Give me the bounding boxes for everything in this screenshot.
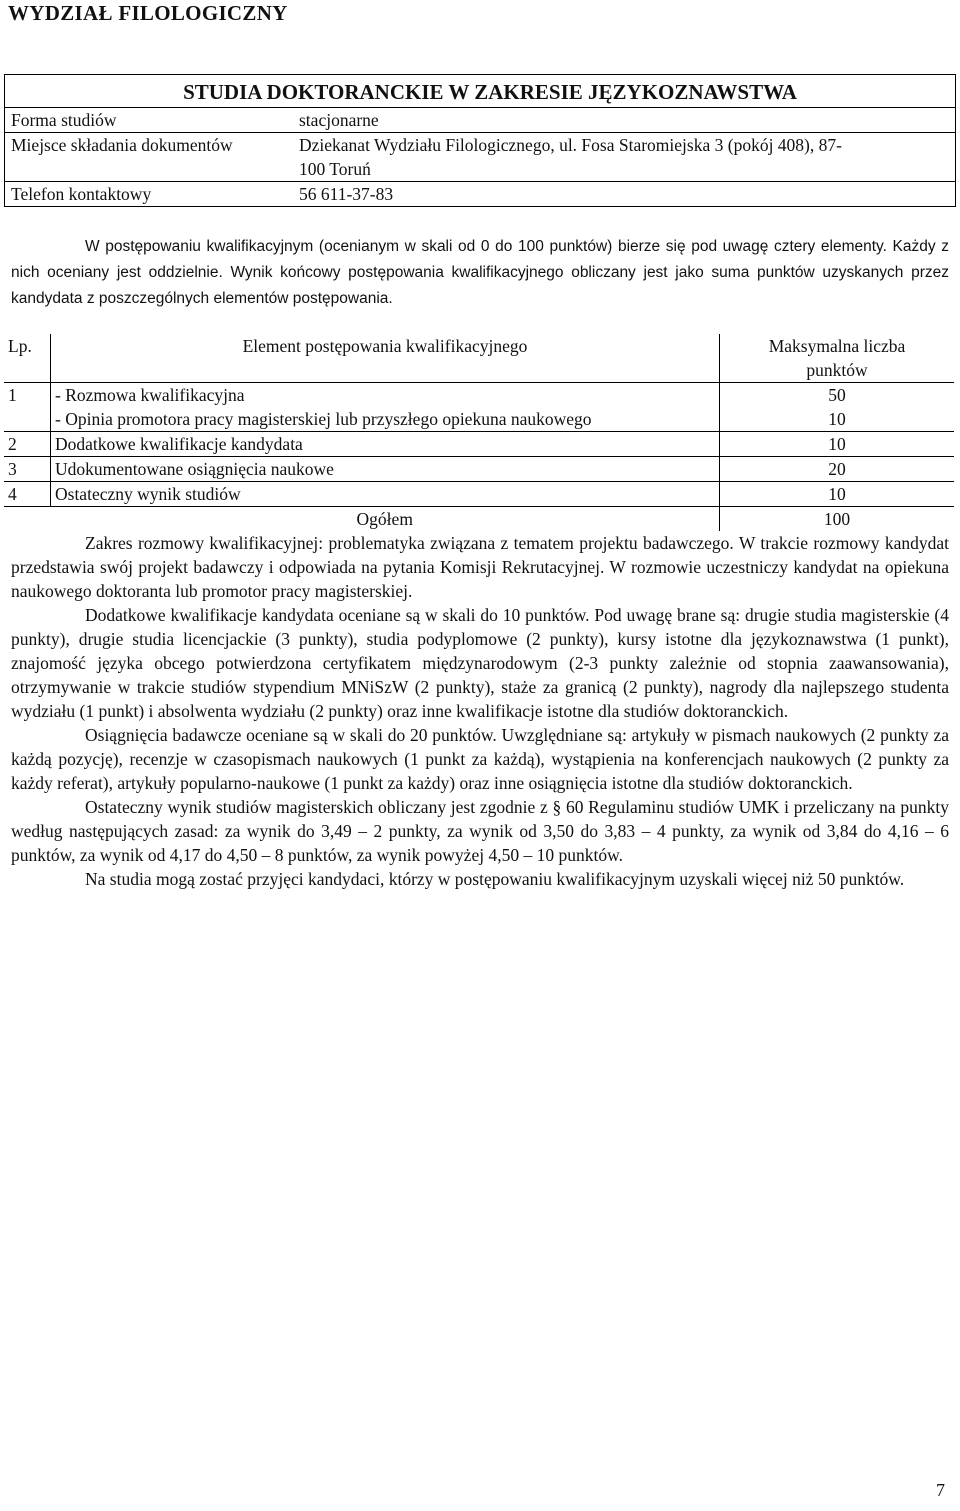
row-lp: 1: [4, 383, 51, 432]
info-row-phone: [5, 181, 955, 206]
total-row: [4, 507, 954, 532]
body-text: [11, 531, 949, 891]
row-lp: 3: [4, 457, 51, 482]
table-row: [4, 432, 954, 457]
info-value: 56 611-37-83: [299, 184, 394, 204]
row-element: Dodatkowe kwalifikacje kandydata: [51, 432, 720, 457]
info-row-place: [5, 132, 955, 181]
row-element: Ostateczny wynik studiów: [51, 482, 720, 507]
info-value: [299, 133, 955, 181]
header-points-line2: punktów: [806, 360, 868, 380]
row-points: 10: [720, 482, 955, 507]
faculty-heading: WYDZIAŁ FILOLOGICZNY: [8, 1, 288, 25]
total-points: 100: [720, 507, 955, 532]
header-element: Element postępowania kwalifikacyjnego: [51, 334, 720, 383]
row-element: Udokumentowane osiągnięcia naukowe: [51, 457, 720, 482]
row-lp: 2: [4, 432, 51, 457]
paragraph-interview: Zakres rozmowy kwalifikacyjnej: problematyka związana z tematem projektu badawczego. W trakcie rozmowy kandydat przedstawia swój projekt badawczy i odpowiada na pytania Komisji Rekrutacyjnej. W rozmowie uczestniczy kandydat na opiekuna naukowego doktoranta lub promotor pracy magisterskiej.: [11, 533, 949, 601]
table-row: [4, 482, 954, 507]
paragraph-research-achievements: Osiągnięcia badawcze oceniane są w skali do 20 punktów. Uwzględniane są: artykuły w pismach naukowych (2 punkty za każdą pozycję), recenzje w czasopismach naukowych (1 punkt za każdą), wystąpienia na konferencjach naukowych (2 punkty za każdy referat), artykuły popularno-naukowe (1 punkt za każdy) oraz inne osiągnięcia istotne dla studiów doktoranckich.: [11, 725, 949, 793]
row-element-line2: - Opinia promotora pracy magisterskiej lub przyszłego opiekuna naukowego: [55, 409, 592, 429]
paragraph-final-result: Ostateczny wynik studiów magisterskich obliczany jest zgodnie z § 60 Regulaminu studiów UMK i przeliczany na punkty według następujących zasad: za wynik do 3,49 – 2 punkty, za wynik od 3,50 do 3,83 – 4 punkty, za wynik od 3,84 do 4,16 – 6 punktów, za wynik od 4,17 do 4,50 – 8 punktów, za wynik powyżej 4,50 – 10 punktów.: [11, 797, 949, 865]
scores-table: [4, 334, 954, 531]
info-label: Miejsce składania dokumentów: [11, 135, 233, 155]
row-element-line1: - Rozmowa kwalifikacyjna: [55, 385, 245, 405]
header-points: [720, 334, 955, 383]
row-points-line2: 10: [828, 409, 846, 429]
scores-header-row: [4, 334, 954, 383]
row-element: [51, 383, 720, 432]
info-row-form: [5, 107, 955, 132]
program-title: STUDIA DOKTORANCKIE W ZAKRESIE JĘZYKOZNAWSTWA: [183, 80, 797, 104]
table-row: [4, 457, 954, 482]
header-lp: Lp.: [4, 334, 51, 383]
row-points: [720, 383, 955, 432]
intro-paragraph: W postępowaniu kwalifikacyjnym (ocenianym w skali od 0 do 100 punktów) bierze się pod uwagę cztery elementy. Każdy z nich oceniany jest oddzielnie. Wynik końcowy postępowania kwalifikacyjnego obliczany jest jako suma punktów uzyskanych przez kandydata z poszczególnych elementów postępowania.: [11, 238, 949, 307]
row-points: 10: [720, 432, 955, 457]
page-number: 7: [936, 1480, 945, 1500]
row-points: 20: [720, 457, 955, 482]
paragraph-admission: Na studia mogą zostać przyjęci kandydaci, którzy w postępowaniu kwalifikacyjnym uzyskali więcej niż 50 punktów.: [85, 869, 905, 889]
program-info-box: [4, 74, 956, 207]
info-value-line1: Dziekanat Wydziału Filologicznego, ul. Fosa Staromiejska 3 (pokój 408), 87-: [299, 135, 842, 155]
info-value-line2: 100 Toruń: [299, 159, 371, 179]
total-label: Ogółem: [51, 507, 720, 532]
info-value: stacjonarne: [299, 110, 379, 130]
paragraph-additional-qualifications: Dodatkowe kwalifikacje kandydata oceniane są w skali do 10 punktów. Pod uwagę brane są: drugie studia magisterskie (4 punkty), drugie studia licencjackie (3 punkty), studia podyplomowe (2 punkty), kursy istotne dla językoznawstwa (1 punkt), znajomość języka obcego potwierdzona certyfikatem międzynarodowym (2-3 punkty zależnie od stopnia zaawansowania), otrzymywanie w trakcie studiów stypendium MNiSzW (2 punkty), staże za granicą (2 punkty), nagrody dla najlepszego studenta wydziału (1 punkt) i absolwenta wydziału (2 punkty) oraz inne kwalifikacje istotne dla studiów doktoranckich.: [11, 605, 949, 721]
row-lp: 4: [4, 482, 51, 507]
header-points-line1: Maksymalna liczba: [768, 336, 906, 356]
info-label: Telefon kontaktowy: [11, 184, 152, 204]
total-lp-empty: [4, 507, 51, 532]
row-points-line1: 50: [828, 385, 846, 405]
table-row: [4, 383, 954, 432]
info-label: Forma studiów: [11, 110, 117, 130]
